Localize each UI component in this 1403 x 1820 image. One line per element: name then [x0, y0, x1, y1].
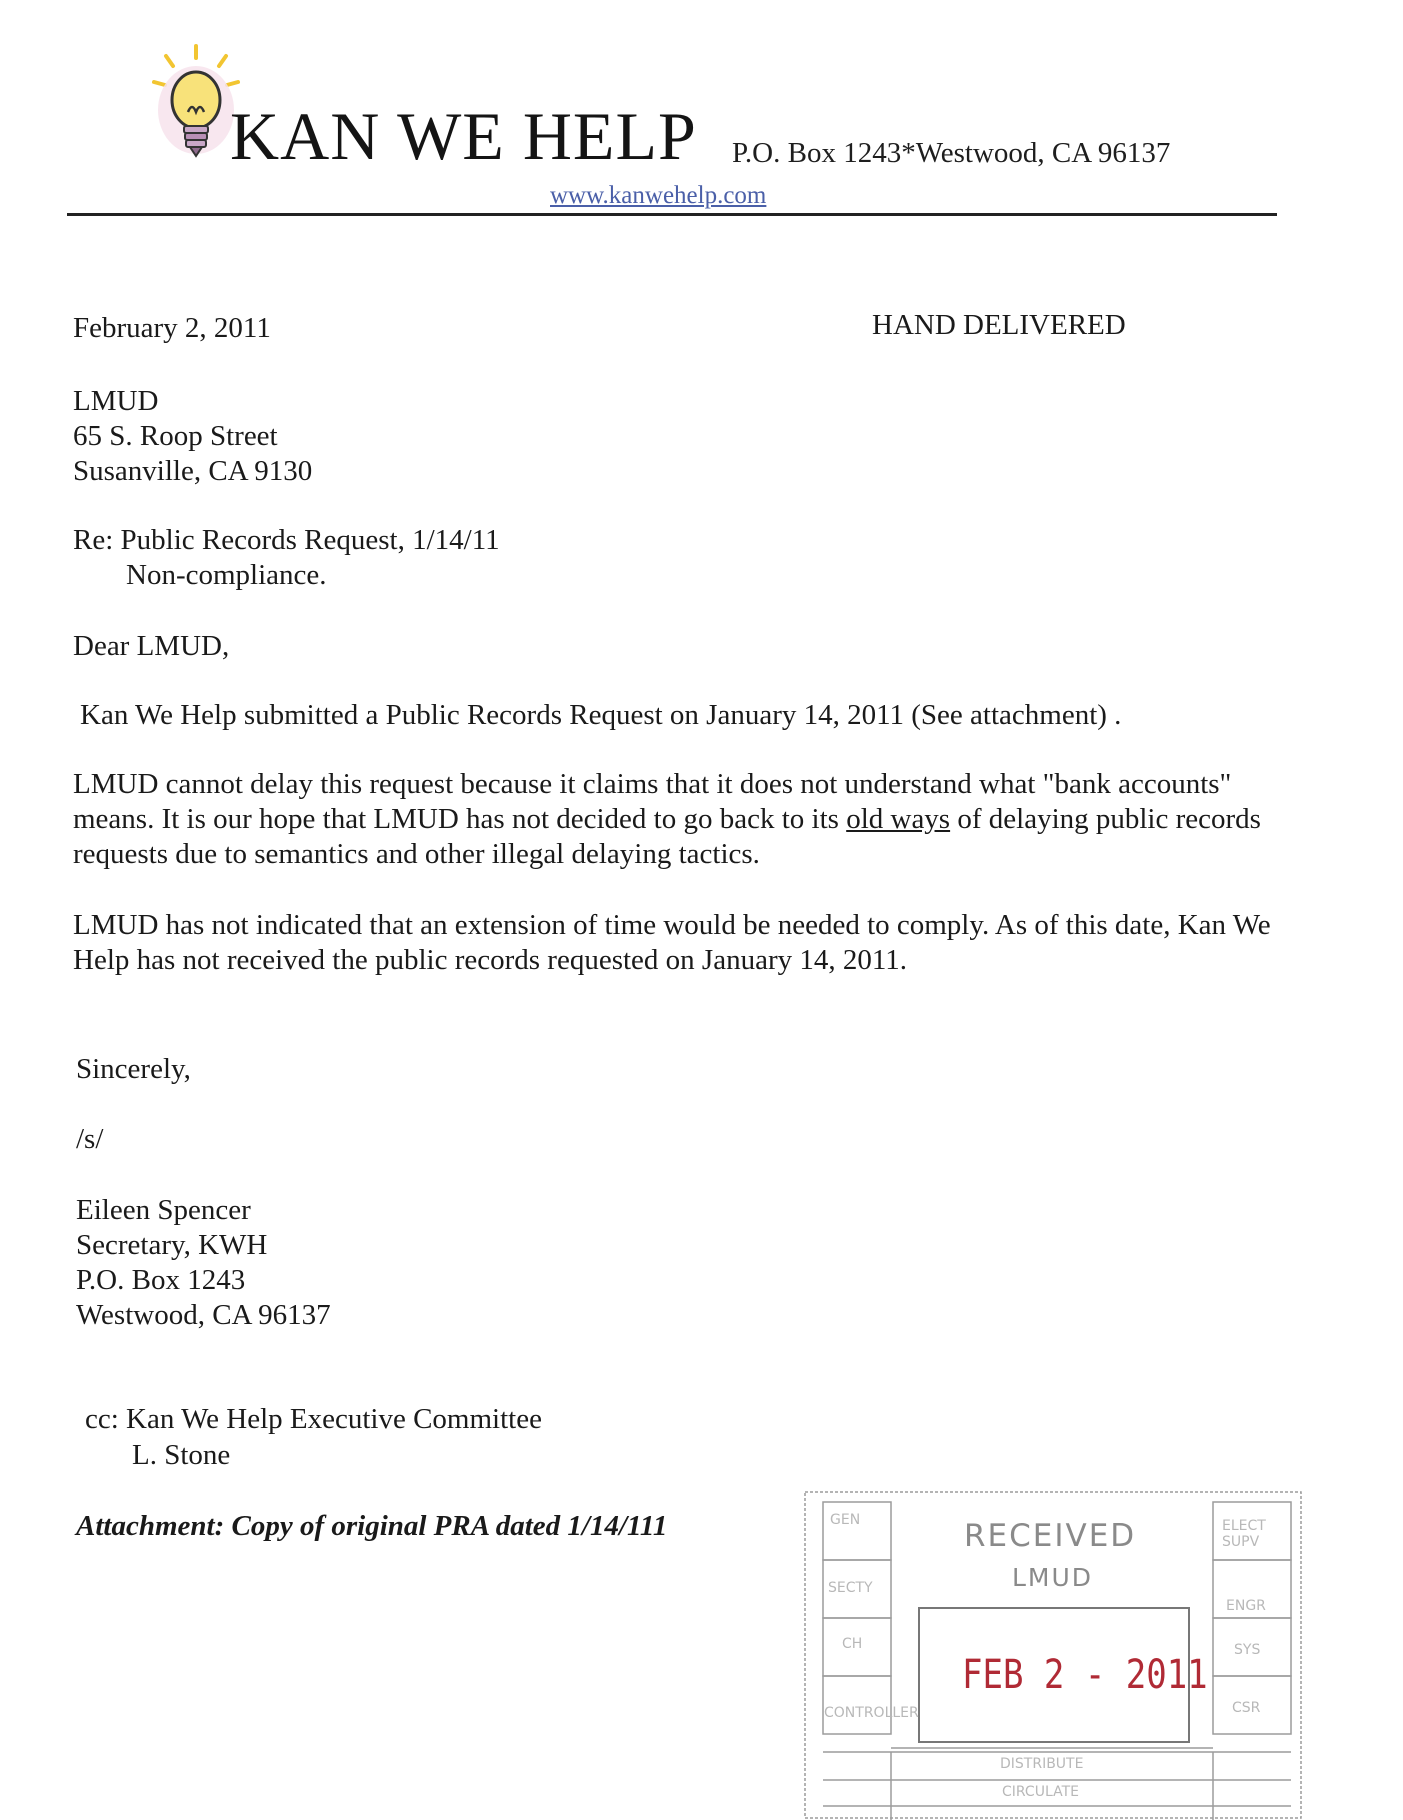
signer-city: Westwood, CA 96137 — [76, 1299, 331, 1331]
signer-po-box: P.O. Box 1243 — [76, 1264, 246, 1296]
recipient-address — [73, 384, 312, 489]
organization-address: P.O. Box 1243*Westwood, CA 96137 — [732, 137, 1171, 169]
subject-continuation: Non-compliance. — [126, 559, 327, 591]
recipient-city: Susanville, CA 9130 — [73, 455, 313, 487]
letter-date: February 2, 2011 — [73, 312, 271, 344]
body-paragraph-2 — [73, 767, 1313, 872]
organization-name: KAN WE HELP — [230, 98, 697, 174]
paragraph-2-text-b: of delaying public records requests due to semantics and other illegal delaying tactics. — [73, 803, 1261, 870]
stamp-cell-right-1: ELECT SUPV — [1222, 1518, 1266, 1550]
signer-block — [76, 1193, 331, 1333]
stamp-cell-circulate: CIRCULATE — [1002, 1784, 1079, 1800]
recipient-street: 65 S. Roop Street — [73, 420, 278, 452]
cc-continuation: L. Stone — [132, 1439, 231, 1471]
stamp-cell-right-4: CSR — [1232, 1700, 1261, 1716]
signature: /s/ — [76, 1123, 104, 1155]
stamp-cell-left-1: GEN — [830, 1512, 861, 1528]
signer-title: Secretary, KWH — [76, 1229, 268, 1261]
paragraph-2-text-a: LMUD cannot delay this request because it claims that it does not understand what "bank accounts" means. It is our hope that LMUD has not decided to go back to its — [73, 768, 1232, 835]
letterhead-divider — [67, 213, 1277, 216]
stamp-cell-left-3: CH — [842, 1636, 863, 1652]
stamp-cell-left-2: SECTY — [828, 1580, 873, 1596]
stamp-cell-right-2: ENGR — [1226, 1598, 1266, 1614]
closing: Sincerely, — [76, 1053, 191, 1085]
body-paragraph-1: Kan We Help submitted a Public Records Request on January 14, 2011 (See attachment) . — [80, 699, 1122, 731]
signer-name: Eileen Spencer — [76, 1194, 251, 1226]
subject-line: Re: Public Records Request, 1/14/11 — [73, 524, 500, 556]
delivery-method: HAND DELIVERED — [872, 309, 1126, 341]
cc-line: cc: Kan We Help Executive Committee — [85, 1403, 542, 1435]
website-link[interactable]: www.kanwehelp.com — [550, 182, 767, 209]
stamp-received-label: RECEIVED — [964, 1518, 1137, 1554]
stamp-organization: LMUD — [1012, 1563, 1094, 1592]
recipient-name: LMUD — [73, 385, 159, 417]
attachment-note: Attachment: Copy of original PRA dated 1/14/111 — [76, 1510, 668, 1542]
underlined-phrase: old ways — [846, 803, 951, 835]
stamp-cell-distribute: DISTRIBUTE — [1000, 1756, 1084, 1772]
stamp-date: FEB 2 - 2011 — [962, 1652, 1208, 1698]
stamp-cell-left-4: CONTROLLER — [824, 1705, 919, 1721]
salutation: Dear LMUD, — [73, 630, 230, 662]
body-paragraph-3: LMUD has not indicated that an extension of time would be needed to comply. As of this date, Kan We Help has not received the public records requested on January 14, 2011. — [73, 909, 1271, 976]
stamp-cell-right-3: SYS — [1234, 1642, 1261, 1658]
